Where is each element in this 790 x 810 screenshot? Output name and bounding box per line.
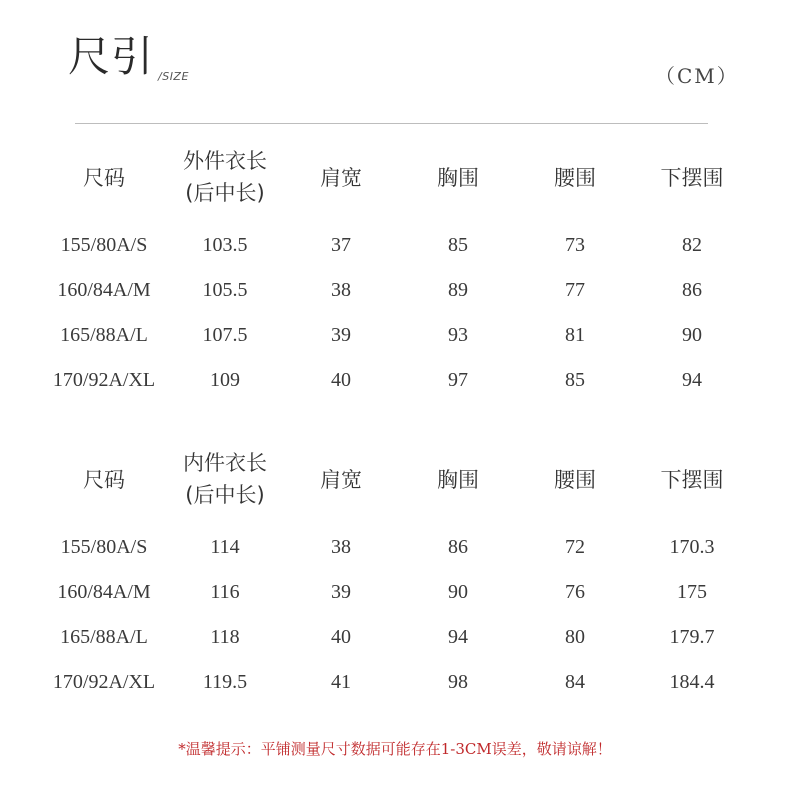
cell-shoulder: 41 bbox=[331, 671, 351, 693]
table-header-row bbox=[0, 145, 790, 212]
cell-size: 155/80A/S bbox=[60, 536, 148, 558]
cell-size: 170/92A/XL bbox=[52, 671, 156, 693]
cell-size: 165/88A/L bbox=[60, 324, 148, 346]
header-divider bbox=[75, 123, 708, 124]
header-length-line2: (后中长) bbox=[185, 181, 265, 205]
cell-shoulder: 38 bbox=[331, 536, 351, 558]
cell-chest: 98 bbox=[448, 671, 468, 693]
cell-length: 105.5 bbox=[202, 279, 248, 301]
cell-waist: 80 bbox=[565, 626, 585, 648]
cell-length: 107.5 bbox=[202, 324, 248, 346]
cell-shoulder: 39 bbox=[331, 581, 351, 603]
measurement-note: *温馨提示：平铺测量尺寸数据可能存在1-3CM误差，敬请谅解！ bbox=[178, 740, 612, 758]
cell-shoulder: 40 bbox=[331, 626, 351, 648]
cell-waist: 76 bbox=[565, 581, 585, 603]
header-hem: 下摆围 bbox=[660, 468, 724, 492]
cell-waist: 73 bbox=[565, 234, 585, 256]
cell-size: 170/92A/XL bbox=[52, 369, 156, 391]
cell-hem: 90 bbox=[682, 324, 702, 346]
cell-hem: 170.3 bbox=[669, 536, 715, 558]
cell-hem: 94 bbox=[682, 369, 702, 391]
cell-length: 103.5 bbox=[202, 234, 248, 256]
cell-length: 114 bbox=[210, 536, 240, 558]
header-size: 尺码 bbox=[83, 166, 125, 190]
cell-waist: 85 bbox=[565, 369, 585, 391]
table-row bbox=[0, 570, 790, 615]
table-row bbox=[0, 660, 790, 705]
cell-chest: 86 bbox=[448, 536, 468, 558]
cell-chest: 90 bbox=[448, 581, 468, 603]
cell-hem: 175 bbox=[677, 581, 707, 603]
header-length-line1: 外件衣长 bbox=[183, 149, 267, 173]
cell-length: 119.5 bbox=[202, 671, 248, 693]
cell-length: 116 bbox=[210, 581, 240, 603]
table-row bbox=[0, 358, 790, 403]
cell-hem: 82 bbox=[682, 234, 702, 256]
cell-waist: 81 bbox=[565, 324, 585, 346]
header-shoulder: 肩宽 bbox=[320, 468, 362, 492]
cell-size: 155/80A/S bbox=[60, 234, 148, 256]
cell-chest: 94 bbox=[448, 626, 468, 648]
cell-size: 160/84A/M bbox=[57, 581, 151, 603]
size-table-inner bbox=[0, 447, 790, 705]
page-title: 尺引 bbox=[68, 32, 155, 81]
header-length-line1: 内件衣长 bbox=[183, 451, 267, 475]
unit-label: （CM） bbox=[655, 64, 739, 88]
cell-length: 109 bbox=[210, 369, 240, 391]
header-size: 尺码 bbox=[83, 468, 125, 492]
cell-shoulder: 38 bbox=[331, 279, 351, 301]
cell-size: 165/88A/L bbox=[60, 626, 148, 648]
header-waist: 腰围 bbox=[554, 468, 596, 492]
cell-shoulder: 37 bbox=[331, 234, 351, 256]
header-chest: 胸围 bbox=[437, 468, 479, 492]
header-chest: 胸围 bbox=[437, 166, 479, 190]
cell-hem: 179.7 bbox=[669, 626, 715, 648]
table-row bbox=[0, 313, 790, 358]
size-table-outer bbox=[0, 145, 790, 403]
cell-chest: 93 bbox=[448, 324, 468, 346]
header-length-line2: (后中长) bbox=[185, 483, 265, 507]
table-row bbox=[0, 525, 790, 570]
table-row bbox=[0, 268, 790, 313]
table-row bbox=[0, 615, 790, 660]
cell-chest: 97 bbox=[448, 369, 468, 391]
header-hem: 下摆围 bbox=[660, 166, 724, 190]
page-subtitle: /SIZE bbox=[158, 70, 189, 83]
cell-hem: 86 bbox=[682, 279, 702, 301]
header-shoulder: 肩宽 bbox=[320, 166, 362, 190]
cell-size: 160/84A/M bbox=[57, 279, 151, 301]
cell-chest: 89 bbox=[448, 279, 468, 301]
cell-shoulder: 39 bbox=[331, 324, 351, 346]
cell-hem: 184.4 bbox=[669, 671, 715, 693]
cell-waist: 84 bbox=[565, 671, 585, 693]
table-row bbox=[0, 223, 790, 268]
header-waist: 腰围 bbox=[554, 166, 596, 190]
cell-chest: 85 bbox=[448, 234, 468, 256]
cell-length: 118 bbox=[210, 626, 240, 648]
table-header-row bbox=[0, 447, 790, 514]
cell-waist: 77 bbox=[565, 279, 585, 301]
cell-waist: 72 bbox=[565, 536, 585, 558]
cell-shoulder: 40 bbox=[331, 369, 351, 391]
